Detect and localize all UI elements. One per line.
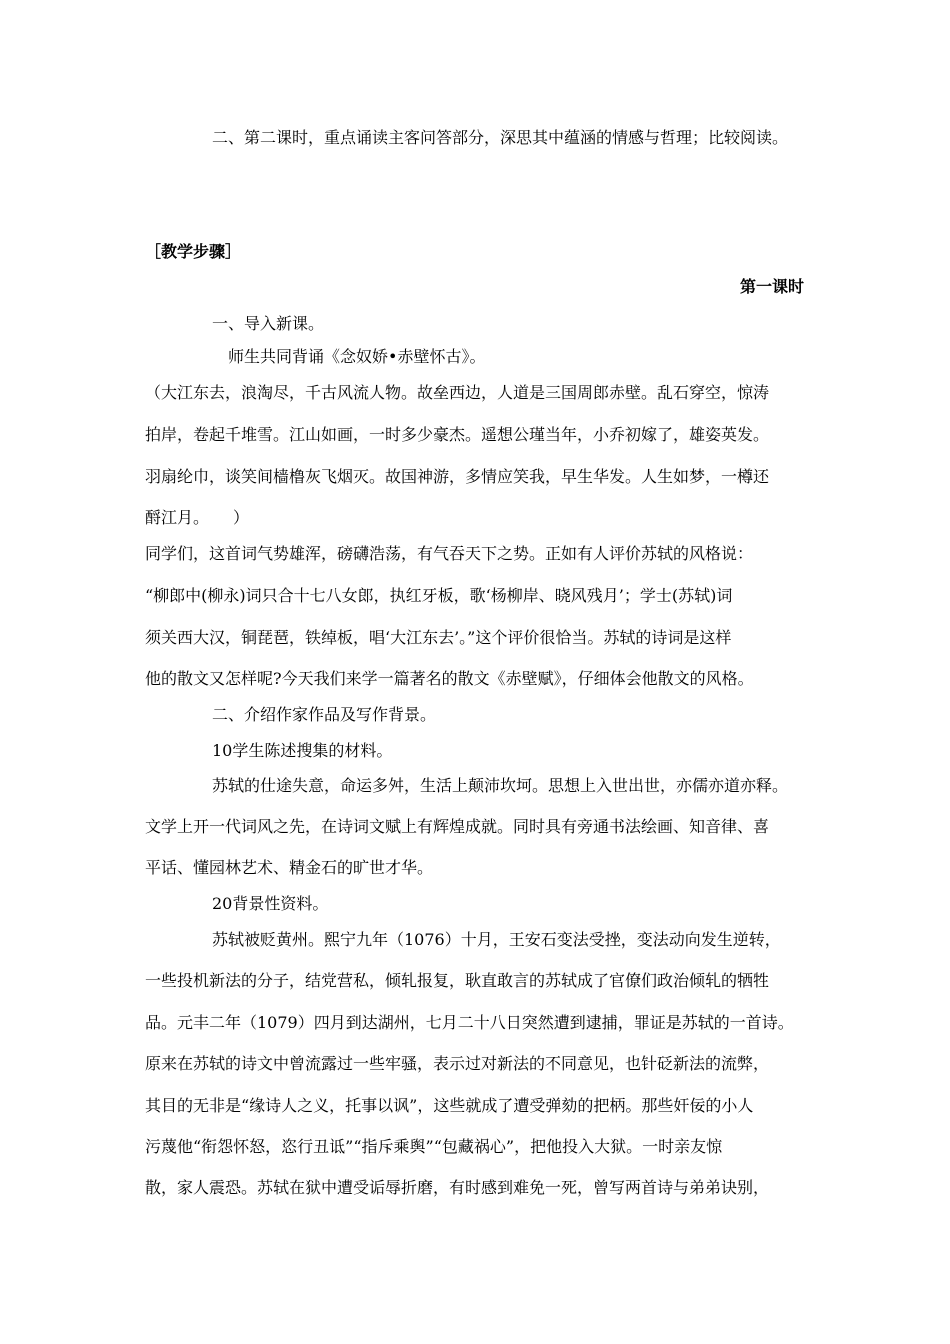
item2-text-line: 原来在苏轼的诗文中曾流露过一些牢骚，表示过对新法的不同意见，也针砭新法的流弊，: [145, 1054, 770, 1073]
step1-recite: 师生共同背诵《念奴娇•赤壁怀古》。: [228, 347, 486, 366]
item2-text-line: 污蔑他“衔怨怀怒，恣行丑诋”“指斥乘舆”“包藏祸心”，把他投入大狱。一时亲友惊: [145, 1137, 723, 1156]
item1-text-line: 苏轼的仕途失意，命运多舛，生活上颠沛坎坷。思想上入世出世，亦儒亦道亦释。: [212, 776, 789, 795]
item1-text-line: 平话、懂园林艺术、精金石的旷世才华。: [145, 858, 434, 877]
discussion-line: “柳郎中(柳永)词只合十七八女郎，执红牙板，歌‘杨柳岸、晓风残月’；学士(苏轼)词: [145, 586, 733, 605]
item2-text-line: 一些投机新法的分子，结党营私，倾轧报复，耿直敢言的苏轼成了官僚们政治倾轧的牺牲: [145, 971, 770, 990]
item2-text-line: 品。元丰二年（1079）四月到达湖州，七月二十八日突然遭到逮捕，罪证是苏轼的一首诗。: [145, 1013, 794, 1032]
item2-text-line: 散，家人震恐。苏轼在狱中遭受诟辱折磨，有时感到难免一死，曾写两首诗与弟弟诀别，: [145, 1178, 770, 1197]
poem-line: 拍岸，卷起千堆雪。江山如画，一时多少豪杰。遥想公瑾当年，小乔初嫁了，雄姿英发。: [145, 425, 770, 444]
poem-line: （大江东去，浪淘尽，千古风流人物。故垒西边，人道是三国周郎赤壁。乱石穿空，惊涛: [145, 383, 770, 402]
item1-title: 10学生陈述搜集的材料。: [212, 741, 393, 760]
step2-title: 二、介绍作家作品及写作背景。: [212, 705, 437, 724]
item1-text-line: 文学上开一代词风之先，在诗词文赋上有辉煌成就。同时具有旁通书法绘画、知音律、喜: [145, 817, 770, 836]
lesson-title: 第一课时: [739, 277, 804, 296]
discussion-line: 同学们，这首词气势雄浑，磅礴浩荡，有气吞天下之势。正如有人评价苏轼的风格说：: [145, 544, 754, 563]
discussion-line: 他的散文又怎样呢?今天我们来学一篇著名的散文《赤壁赋》，仔细体会他散文的风格。: [145, 669, 754, 688]
poem-line: 酹江月。 ）: [145, 508, 250, 527]
poem-line: 羽扇纶巾，谈笑间樯橹灰飞烟灭。故国神游，多情应笑我，早生华发。人生如梦，一樽还: [145, 467, 770, 486]
item2-text-line: 其目的无非是“缘诗人之义，托事以讽”，这些就成了遭受弹劾的把柄。那些奸佞的小人: [145, 1096, 754, 1115]
item2-title: 20背景性资料。: [212, 894, 329, 913]
step1-title: 一、导入新课。: [212, 314, 325, 333]
intro-line: 二、第二课时，重点诵读主客问答部分，深思其中蕴涵的情感与哲理；比较阅读。: [212, 128, 789, 147]
discussion-line: 须关西大汉，铜琵琶，铁绰板，唱‘大江东去’。”这个评价很恰当。苏轼的诗词是这样: [145, 628, 732, 647]
section-heading: ［教学步骤］: [145, 242, 242, 261]
item2-text-line: 苏轼被贬黄州。熙宁九年（1076）十月，王安石变法受挫，变法动向发生逆转，: [212, 930, 781, 949]
